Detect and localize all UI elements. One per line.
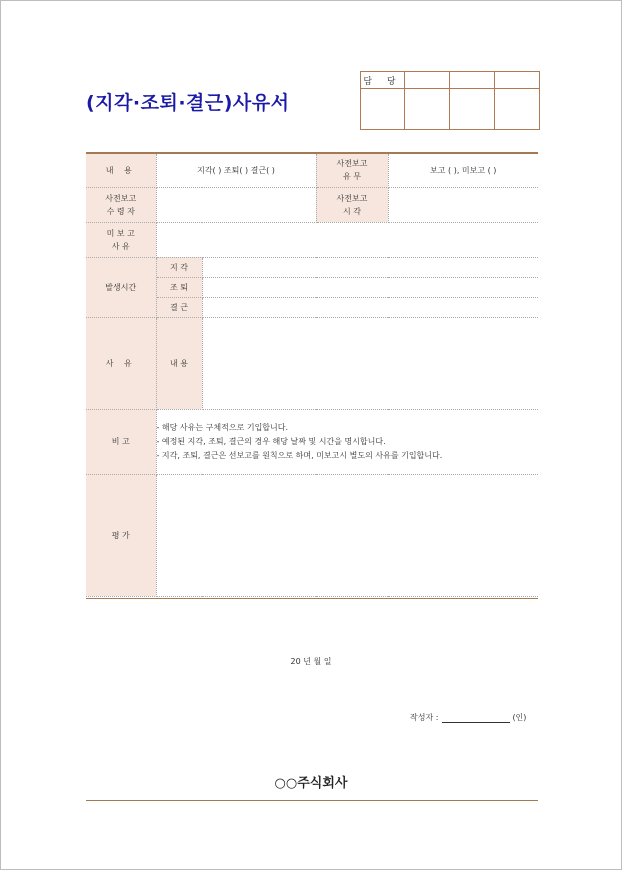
prior-report-label-line1: 사전보고 xyxy=(336,159,368,169)
prior-time-label xyxy=(316,187,388,222)
approval-header-cell[interactable] xyxy=(450,72,495,89)
prior-report-field[interactable]: 보고 ( ), 미보고 ( ) xyxy=(388,154,538,187)
remarks-note: - 예정된 지각, 조퇴, 결근의 경우 해당 날짜 및 시간을 명시합니다. xyxy=(156,436,386,446)
writer-label: 작성자 : xyxy=(410,713,439,722)
prior-receiver-label xyxy=(86,187,156,222)
seal-label: (인) xyxy=(512,713,527,722)
occurrence-time-label: 발생시간 xyxy=(86,257,156,317)
approval-sign-cell[interactable] xyxy=(361,89,405,130)
approval-sign-cell[interactable] xyxy=(450,89,495,130)
approval-sign-cell[interactable] xyxy=(405,89,450,130)
early-leave-label: 조 퇴 xyxy=(156,277,202,297)
prior-time-field[interactable] xyxy=(388,187,538,222)
remarks-note: - 지각, 조퇴, 결근은 선보고를 원칙으로 하며, 미보고시 별도의 사유를 기입합니다. xyxy=(156,450,443,460)
absence-time-field[interactable] xyxy=(202,297,538,317)
evaluation-label: 평 가 xyxy=(86,474,156,596)
approval-header-cell[interactable] xyxy=(495,72,540,89)
remarks-note: - 해당 사유는 구체적으로 기입합니다. xyxy=(156,422,289,432)
writer-name-field[interactable] xyxy=(442,714,510,723)
unreported-reason-label-line2: 사 유 xyxy=(111,241,130,251)
approval-box xyxy=(360,71,540,130)
prior-time-label-line2: 시 각 xyxy=(343,206,361,216)
content-type-field[interactable]: 지각( ) 조퇴( ) 결근( ) xyxy=(156,154,316,187)
content-label: 내 용 xyxy=(86,154,156,187)
company-name: ○○주식회사 xyxy=(274,776,348,791)
remarks-notes xyxy=(156,409,538,474)
approval-sign-cell[interactable] xyxy=(495,89,540,130)
prior-receiver-label-line1: 사전보고 xyxy=(105,193,137,203)
document-title: (지각·조퇴·결근)사유서 xyxy=(86,92,290,114)
footer-rule xyxy=(86,800,538,801)
date-line[interactable]: 20 년 월 일 xyxy=(290,657,332,666)
approval-header-cell[interactable] xyxy=(405,72,450,89)
absence-label: 결 근 xyxy=(156,297,202,317)
prior-report-label-line2: 유 무 xyxy=(343,172,361,182)
reason-content-field[interactable] xyxy=(202,317,538,409)
writer-signature-line xyxy=(410,712,526,723)
reason-label: 사 유 xyxy=(86,317,156,409)
prior-time-label-line1: 사전보고 xyxy=(336,193,368,203)
reason-content-label: 내 용 xyxy=(156,317,202,409)
unreported-reason-label xyxy=(86,222,156,257)
prior-report-label xyxy=(316,154,388,187)
approval-label: 담 당 xyxy=(361,72,405,89)
remarks-label: 비 고 xyxy=(86,409,156,474)
late-label: 지 각 xyxy=(156,257,202,277)
evaluation-field[interactable] xyxy=(156,474,538,596)
prior-receiver-field[interactable] xyxy=(156,187,316,222)
unreported-reason-field[interactable] xyxy=(156,222,538,257)
late-time-field[interactable] xyxy=(202,257,538,277)
table-bottom-rule xyxy=(86,598,538,599)
early-leave-time-field[interactable] xyxy=(202,277,538,297)
prior-receiver-label-line2: 수 령 자 xyxy=(106,206,135,216)
unreported-reason-label-line1: 미 보 고 xyxy=(106,228,135,238)
excuse-form-table xyxy=(86,154,538,597)
